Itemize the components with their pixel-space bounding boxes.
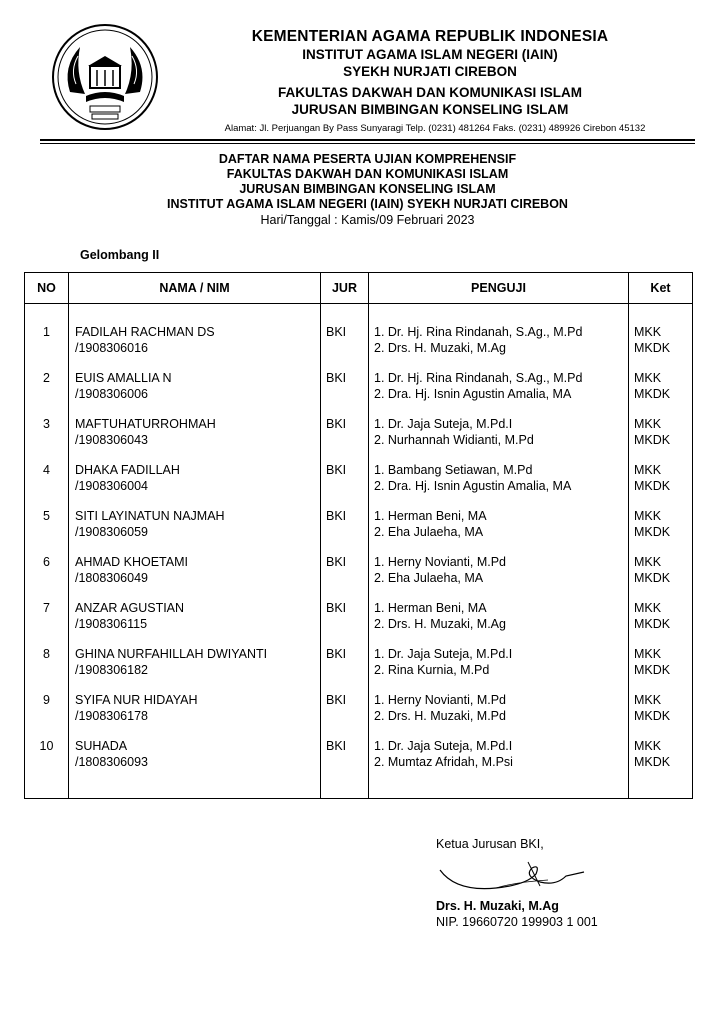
cell-jur: BKI [321, 600, 369, 646]
cell-jur: BKI [321, 416, 369, 462]
cell-nim: /1908306178 [75, 709, 148, 723]
cell-nama: EUIS AMALLIA N [75, 371, 172, 385]
cell-no: 10 [25, 738, 69, 799]
cell-ket-2: MKDK [634, 617, 671, 631]
cell-no: 2 [25, 370, 69, 416]
cell-nim: /1808306093 [75, 755, 148, 769]
cell-no: 4 [25, 462, 69, 508]
table-row [25, 462, 693, 508]
cell-nama: SYIFA NUR HIDAYAH [75, 693, 198, 707]
signature-block [436, 836, 544, 852]
table-row [25, 416, 693, 462]
cell-ket-1: MKK [634, 371, 662, 385]
cell-penguji-1: 1. Dr. Jaja Suteja, M.Pd.I [374, 647, 513, 661]
cell-ket-2: MKDK [634, 709, 671, 723]
cell-ket-2: MKDK [634, 433, 671, 447]
cell-jur: BKI [321, 462, 369, 508]
cell-penguji-1: 1. Herny Novianti, M.Pd [374, 693, 506, 707]
cell-penguji-1: 1. Dr. Jaja Suteja, M.Pd.I [374, 739, 513, 753]
cell-ket-2: MKDK [634, 341, 671, 355]
cell-nama: ANZAR AGUSTIAN [75, 601, 185, 615]
table-header-row [25, 273, 693, 304]
cell-ket-2: MKDK [634, 571, 671, 585]
cell-nama: SITI LAYINATUN NAJMAH [75, 509, 225, 523]
faculty-name: FAKULTAS DAKWAH DAN KOMUNIKASI ISLAM [278, 85, 582, 100]
cell-ket-2: MKDK [634, 479, 671, 493]
cell-penguji-2: 2. Drs. H. Muzaki, M.Ag [374, 341, 506, 355]
cell-penguji-2: 2. Eha Julaeha, MA [374, 525, 484, 539]
department-name: JURUSAN BIMBINGAN KONSELING ISLAM [291, 102, 569, 117]
header-ket: Ket [629, 273, 693, 304]
letterhead [180, 28, 680, 118]
cell-ket-1: MKK [634, 325, 662, 339]
table-row [25, 554, 693, 600]
header-penguji: PENGUJI [369, 273, 629, 304]
institute-seal-icon [50, 22, 160, 132]
cell-ket-2: MKDK [634, 525, 671, 539]
cell-nim: /1908306115 [75, 617, 148, 631]
cell-penguji-1: 1. Dr. Hj. Rina Rindanah, S.Ag., M.Pd [374, 371, 583, 385]
cell-ket-1: MKK [634, 509, 662, 523]
cell-nim: /1908306004 [75, 479, 148, 493]
cell-no: 3 [25, 416, 69, 462]
cell-jur: BKI [321, 646, 369, 692]
cell-penguji-1: 1. Bambang Setiawan, M.Pd [374, 463, 533, 477]
cell-ket-1: MKK [634, 463, 662, 477]
participant-table [24, 272, 693, 799]
table-row [25, 738, 693, 799]
document-title [40, 152, 695, 228]
cell-penguji-2: 2. Mumtaz Afridah, M.Psi [374, 755, 513, 769]
title-line-1: DAFTAR NAMA PESERTA UJIAN KOMPREHENSIF [218, 152, 517, 166]
ministry-name: KEMENTERIAN AGAMA REPUBLIK INDONESIA [251, 28, 609, 45]
cell-ket-1: MKK [634, 601, 662, 615]
cell-jur: BKI [321, 554, 369, 600]
cell-ket-1: MKK [634, 555, 662, 569]
cell-penguji-2: 2. Nurhannah Widianti, M.Pd [374, 433, 534, 447]
cell-penguji-1: 1. Herman Beni, MA [374, 601, 487, 615]
exam-date: Hari/Tanggal : Kamis/09 Februari 2023 [260, 213, 475, 227]
handwritten-signature-icon [436, 852, 586, 900]
cell-ket-1: MKK [634, 693, 662, 707]
cell-penguji-1: 1. Dr. Jaja Suteja, M.Pd.I [374, 417, 513, 431]
header-nama: NAMA / NIM [69, 273, 321, 304]
cell-penguji-2: 2. Dra. Hj. Isnin Agustin Amalia, MA [374, 387, 572, 401]
header-no: NO [25, 273, 69, 304]
cell-ket-1: MKK [634, 647, 662, 661]
cell-no: 1 [25, 324, 69, 370]
cell-penguji-1: 1. Herny Novianti, M.Pd [374, 555, 506, 569]
cell-ket-2: MKDK [634, 755, 671, 769]
address: Alamat: Jl. Perjuangan By Pass Sunyaragi Telp. (0231) 481264 Faks. (0231) 489926 Cirebon 45132 [224, 123, 646, 134]
cell-jur: BKI [321, 508, 369, 554]
cell-ket-2: MKDK [634, 387, 671, 401]
title-line-2: FAKULTAS DAKWAH DAN KOMUNIKASI ISLAM [226, 167, 509, 181]
cell-no: 7 [25, 600, 69, 646]
title-line-3: JURUSAN BIMBINGAN KONSELING ISLAM [239, 182, 496, 196]
cell-nama: GHINA NURFAHILLAH DWIYANTI [75, 647, 268, 661]
cell-nama: FADILAH RACHMAN DS [75, 325, 215, 339]
header-jur: JUR [321, 273, 369, 304]
cell-jur: BKI [321, 692, 369, 738]
cell-no: 5 [25, 508, 69, 554]
cell-penguji-1: 1. Dr. Hj. Rina Rindanah, S.Ag., M.Pd [374, 325, 583, 339]
cell-penguji-2: 2. Rina Kurnia, M.Pd [374, 663, 490, 677]
cell-ket-1: MKK [634, 417, 662, 431]
cell-penguji-2: 2. Dra. Hj. Isnin Agustin Amalia, MA [374, 479, 572, 493]
cell-nim: /1908306006 [75, 387, 148, 401]
cell-ket-1: MKK [634, 739, 662, 753]
cell-nim: /1808306049 [75, 571, 148, 585]
cell-ket-2: MKDK [634, 663, 671, 677]
cell-nama: MAFTUHATURROHMAH [75, 417, 216, 431]
cell-nim: /1908306059 [75, 525, 148, 539]
wave-label: Gelombang II [80, 248, 160, 262]
cell-nim: /1908306182 [75, 663, 148, 677]
table-row [25, 600, 693, 646]
institute-name: INSTITUT AGAMA ISLAM NEGERI (IAIN) [302, 47, 558, 62]
table-row [25, 324, 693, 370]
cell-nim: /1908306016 [75, 341, 148, 355]
cell-penguji-2: 2. Drs. H. Muzaki, M.Pd [374, 709, 506, 723]
cell-no: 8 [25, 646, 69, 692]
signatory-role: Ketua Jurusan BKI, [436, 837, 544, 851]
cell-penguji-2: 2. Eha Julaeha, MA [374, 571, 484, 585]
cell-jur: BKI [321, 324, 369, 370]
signatory-name: Drs. H. Muzaki, M.Ag [436, 899, 559, 913]
cell-no: 9 [25, 692, 69, 738]
cell-jur: BKI [321, 370, 369, 416]
header-rule-thin [40, 143, 695, 144]
table-row [25, 370, 693, 416]
table-row [25, 646, 693, 692]
institute-subname: SYEKH NURJATI CIREBON [343, 64, 517, 79]
table-spacer [25, 304, 693, 325]
cell-nama: SUHADA [75, 739, 128, 753]
cell-penguji-2: 2. Drs. H. Muzaki, M.Ag [374, 617, 506, 631]
table-row [25, 692, 693, 738]
cell-jur: BKI [321, 738, 369, 799]
cell-no: 6 [25, 554, 69, 600]
title-line-4: INSTITUT AGAMA ISLAM NEGERI (IAIN) SYEKH NURJATI CIREBON [167, 197, 568, 211]
cell-nama: DHAKA FADILLAH [75, 463, 180, 477]
cell-nim: /1908306043 [75, 433, 148, 447]
cell-penguji-1: 1. Herman Beni, MA [374, 509, 487, 523]
table-row [25, 508, 693, 554]
header-rule-thick [40, 139, 695, 141]
cell-nama: AHMAD KHOETAMI [75, 555, 188, 569]
signatory-nip: NIP. 19660720 199903 1 001 [436, 915, 598, 929]
